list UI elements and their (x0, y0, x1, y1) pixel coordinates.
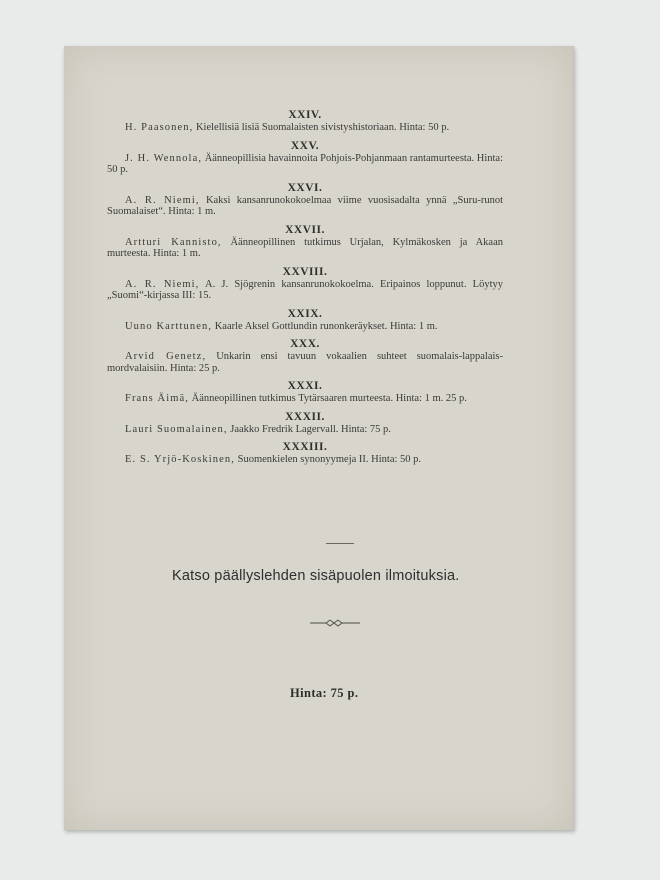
entry-text (107, 153, 503, 176)
notice-text: Katso päällyslehden sisäpuolen ilmoituksia. (172, 568, 460, 584)
entry-number: XXX. (290, 338, 320, 350)
entry-title: Jaakko Fredrik Lagervall. Hinta: 75 p. (230, 423, 391, 435)
entry-title: Kaarle Aksel Gottlundin runonkeräykset. Hinta: 1 m. (214, 320, 438, 332)
entry-text (107, 237, 503, 260)
entry-text (107, 122, 503, 134)
entry-title: Suomenkielen synonyymeja II. Hinta: 50 p. (237, 454, 422, 465)
publication-list (107, 109, 503, 466)
entry-title: Unkarin ensi tavuun vokaalien suhteet suomalais-lappalais-mordvalaisiin. Hinta: 25 p. (107, 351, 504, 374)
entry-author: A. R. Niemi, (125, 194, 200, 206)
entry-text (107, 279, 503, 302)
entry-text (107, 454, 503, 466)
entry-number: XXIX. (287, 307, 323, 320)
entry-author: Uuno Karttunen, (125, 320, 213, 332)
entry-title: Kaksi kansanrunokokoelmaa viime vuosisadalta ynnä „Suru-runot Suomalaiset“. Hinta: 1 m. (107, 194, 503, 217)
entry-text (107, 424, 503, 436)
entry-author: Arvid Genetz, (125, 351, 207, 362)
entry-text (107, 351, 503, 374)
entry-title: Äänneopillisia havainnoita Pohjois-Pohjanmaan rantamurteesta. Hinta: 50 p. (107, 152, 503, 175)
entry-author: Lauri Suomalainen, (125, 423, 228, 435)
entry-text (107, 393, 503, 405)
entry-title: Äänneopillinen tutkimus Urjalan, Kylmäkosken ja Akaan murteesta. Hinta: 1 m. (107, 236, 503, 259)
entry-number: XXXI. (287, 380, 323, 392)
entry-author: E. S. Yrjö-Koskinen, (125, 454, 235, 465)
ornament-divider (310, 618, 360, 628)
entry-title: Kielellisiä lisiä Suomalaisten sivistyshistoriaan. Hinta: 50 p. (195, 122, 450, 133)
entry-title: A. J. Sjögrenin kansanrunokokoelma. Eripainos loppunut. Löytyy „Suomi“-kirjassa III: 15. (107, 278, 504, 301)
price-text: Hinta: 75 p. (290, 686, 359, 700)
entry-number: XXV. (290, 139, 320, 152)
entry-author: Artturi Kannisto, (125, 236, 222, 248)
entry-number: XXIV. (288, 109, 322, 121)
entry-number: XXXIII. (282, 441, 328, 453)
entry-number: XXVIII. (282, 265, 328, 278)
entry-text (107, 321, 503, 333)
entry-title: Äänneopillinen tutkimus Tytärsaaren murteesta. Hinta: 1 m. 25 p. (191, 393, 467, 404)
entry-author: A. R. Niemi, (125, 278, 200, 290)
entry-author: Frans Äimä, (125, 393, 190, 404)
entry-number: XXXII. (285, 410, 325, 423)
entry-text (107, 195, 503, 218)
entry-author: J. H. Wennola, (125, 152, 203, 164)
entry-author: H. Paasonen, (125, 122, 194, 133)
entry-number: XXVII. (285, 223, 325, 236)
entry-number: XXVI. (287, 181, 323, 194)
divider-rule (326, 543, 354, 544)
